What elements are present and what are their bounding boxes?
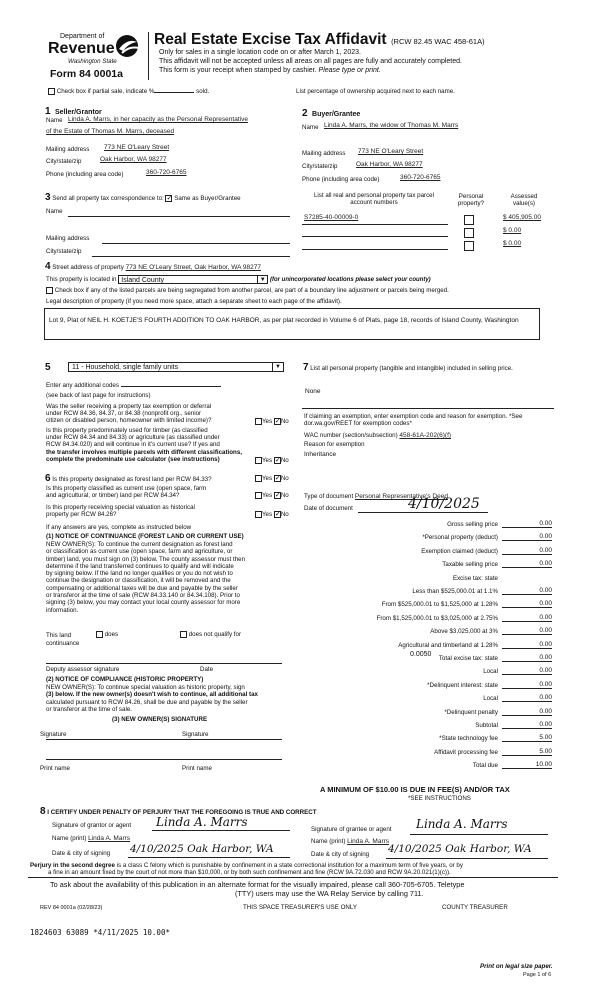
header-note-3: This form is your receipt when stamped by cashier. Please type or print.	[159, 67, 381, 74]
deputy-date-label: Date	[200, 666, 214, 673]
seller-city-label: City/state/zip	[46, 158, 82, 165]
tax-row-label: Affidavit processing fee	[434, 749, 498, 756]
section-7-divider	[302, 408, 554, 409]
legal-description-label: Legal description of property (if you need more space, attach a separate sheet to each page of the affidavit).	[46, 298, 342, 305]
does-option: does	[96, 631, 118, 638]
tax-row-value[interactable]: 0.00	[502, 694, 552, 702]
assessed-value[interactable]: $ 405,905.00	[503, 214, 541, 221]
reason-label: Reason for exemption	[304, 441, 365, 448]
correspondence-row: 3 Send all property tax correspondence to: ✓ Same as Buyer/Grantee	[45, 192, 241, 203]
tax-row-value[interactable]: 0.00	[502, 641, 552, 649]
land-use-select[interactable]: 11 - Household, single family units ▼	[68, 362, 284, 372]
section-5-number: 5	[45, 362, 51, 373]
availability-line-2: (TTY) users may use the WA Relay Service by calling 711.	[235, 889, 424, 898]
forest-yes-checkbox[interactable]	[255, 475, 262, 482]
page-number: Page 1 of 6	[523, 972, 552, 978]
owner-print-label-1: Print name	[40, 765, 70, 772]
corr-city-label: City/state/zip	[46, 248, 82, 255]
header-note-2: This affidavit will not be accepted unless all areas on all pages are fully and accurately completed.	[159, 58, 462, 65]
header-divider	[148, 32, 149, 80]
revenue-logo-text: Revenue	[48, 40, 115, 57]
county-treasurer-label: COUNTY TREASURER	[442, 904, 508, 911]
seller-mailing-label: Mailing address	[46, 146, 90, 153]
buyer-name-field[interactable]: Linda A. Marrs, the widow of Thomas M. Marrs	[324, 122, 459, 129]
footer-divider	[28, 877, 558, 878]
tax-row-label: From $525,000.01 to $1,525,000 at 1.28%	[381, 601, 498, 608]
grantee-date-field[interactable]: 4/10/2025 Oak Harbor, WA	[388, 843, 532, 855]
parcel-line[interactable]	[302, 249, 448, 250]
doc-type-field[interactable]: Personal Representative's Deed	[354, 493, 448, 500]
legal-description-field[interactable]: Lot 9, Plat of NEIL H. KOETJE'S FOURTH ADDITION TO OAK HARBOR, as per plat recorded in Volume 6 of Plats, page 18, records of Island County, Washington	[44, 308, 540, 340]
if-yes-note: If any answers are yes, complete as instructed below	[46, 524, 192, 531]
grantee-date-label: Date & city of signing	[311, 851, 370, 858]
forest-question: 6 Is this property designated as forest land per RCW 84.33?	[45, 473, 212, 484]
county-select[interactable]: Island County ▼	[118, 275, 268, 284]
seller-phone-field[interactable]: 360-720-6765	[146, 169, 187, 176]
ownership-note: List percentage of ownership acquired next to each name.	[296, 88, 455, 95]
historical-no-checkbox[interactable]: ✓	[274, 511, 281, 518]
availability-line-1: To ask about the availability of this publication in an alternate format for the visually impaired, please call 360-705-6705. Teletype	[50, 880, 465, 889]
tax-row-value[interactable]: 0.00	[502, 654, 552, 662]
street-address-row: 4 Street address of property 773 NE O'Leary Street, Oak Harbor, WA 98277	[45, 261, 261, 272]
historical-yes-no: Yes ✓No	[255, 511, 289, 518]
grantor-name-field[interactable]: Linda A. Marrs	[88, 835, 131, 842]
deputy-signature-label: Deputy assessor signature	[46, 666, 120, 673]
reason-field[interactable]: Inheritance	[304, 451, 337, 458]
segregate-checkbox[interactable]	[46, 287, 53, 294]
notice-2-title: (2) NOTICE OF COMPLIANCE (HISTORIC PROPERTY)	[46, 676, 204, 683]
perjury-line-1: Perjury in the second degree is a class C felony which is punishable by confinement in a state correctional institution for a maximum term of five years, or by	[30, 862, 463, 869]
historical-yes-checkbox[interactable]	[255, 511, 262, 518]
same-as-buyer-checkbox[interactable]: ✓	[166, 194, 173, 202]
personal-property-field[interactable]: None	[305, 388, 321, 395]
chevron-down-icon[interactable]: ▼	[272, 363, 283, 372]
buyer-city-field[interactable]: Oak Harbor, WA 98277	[356, 161, 423, 168]
grantor-date-line	[128, 857, 290, 858]
tax-row-label: Total excise tax: state	[438, 655, 498, 662]
chevron-down-icon[interactable]: ▼	[257, 276, 267, 284]
current-use-question: Is this property classified as current use (open space, farm and agricultural, or timber) land per RCW 84.34?	[46, 485, 207, 500]
grantor-date-label: Date & city of signing	[52, 850, 111, 857]
tax-row-value[interactable]: 5.00	[502, 734, 552, 742]
tax-row-label: *Delinquent penalty	[444, 709, 498, 716]
seller-city-field[interactable]: Oak Harbor, WA 98277	[100, 156, 167, 163]
tax-row-value[interactable]: 5.00	[502, 748, 552, 756]
grantor-date-field[interactable]: 4/10/2025 Oak Harbor, WA	[130, 843, 274, 855]
tax-row-value[interactable]: 0.00	[502, 560, 552, 568]
form-number: Form 84 0001a	[50, 68, 123, 80]
deputy-signature-line[interactable]	[46, 663, 282, 664]
exemption-no-checkbox[interactable]: ✓	[274, 418, 281, 425]
exemption-yes-no: Yes ✓No	[255, 418, 289, 425]
corr-name-label: Name	[46, 208, 63, 215]
perjury-line-2: a fine in an amount fixed by the court of not more than $10,000, or by both such confinement and fine (RCW 9A.72.030 and RCW 9A.20.021(1)(c)).	[48, 869, 451, 876]
parcel-number[interactable]: S7285-40-00009-0	[304, 214, 359, 221]
revision-label: REV 84 0001a (02/28/23)	[40, 905, 103, 911]
tax-row-value[interactable]: 0.00	[502, 533, 552, 541]
corr-mailing-label: Mailing address	[46, 235, 90, 242]
segregate-row: Check box if any of the listed parcels are being segregated from another parcel, are part of a boundary line adjustment or parcels being merged.	[46, 287, 449, 294]
owner-print-line[interactable]	[46, 759, 282, 760]
parcel-line	[302, 224, 448, 225]
assessed-header: Assessed value(s)	[510, 193, 538, 207]
notice-2-body: NEW OWNER(S): To continue special valuation as historic property, sign (3) below. If the new owner(s) doesn't wish to continue, all additional tax calculated pursuant to RCW 84.26, shall be due and payable by the seller or transferor at the time of sale.	[46, 684, 258, 713]
parcel-header: List all real and personal property tax parcel account numbers	[313, 192, 435, 206]
seller-name-line-2[interactable]: of the Estate of Thomas M. Marrs, deceased	[46, 128, 175, 135]
tax-row-label: *Personal property (deduct)	[422, 534, 498, 541]
owner-print-label-2: Print name	[182, 765, 212, 772]
does-not-checkbox[interactable]	[180, 631, 187, 638]
doc-date-label: Date of document	[304, 505, 353, 512]
current-use-yes-checkbox[interactable]	[255, 492, 262, 499]
tax-row-label: Exemption claimed (deduct)	[421, 548, 498, 555]
grantee-signature-label: Signature of grantee or agent	[311, 826, 392, 833]
continuance-label: continuance	[46, 640, 80, 647]
tax-row-label: Above $3,025,000 at 3%	[430, 628, 498, 635]
historical-question: Is this property receiving special valuation as historical property per RCW 84.26?	[46, 504, 195, 519]
form-title-row	[154, 31, 485, 49]
buyer-name-label: Name	[302, 124, 319, 131]
form-title: Real Estate Excise Tax Affidavit	[154, 31, 387, 48]
tax-row-value[interactable]: 0.00	[502, 547, 552, 555]
grantee-signature-line	[410, 834, 548, 835]
notice-1-title: (1) NOTICE OF CONTINUANCE (FOREST LAND OR CURRENT USE)	[46, 533, 244, 540]
grantor-name-row: Name (print) Linda A. Marrs	[52, 835, 131, 842]
timber-question: Is this property predominately used for timber (as classified under RCW 84.34 and 84.33) or agriculture (as classified under RCW 84.34.020) and will continue in it's current use? If yes and the transfer involves multiple parcels with different classifications, complete the predominate use calculator (see instructions)	[46, 427, 242, 463]
owner-signature-label-2: Signature	[182, 731, 209, 738]
this-land-label: This land	[46, 632, 72, 639]
tax-row-value[interactable]: 0.00	[502, 627, 552, 635]
tax-row-value[interactable]: 0.00	[502, 600, 552, 608]
tax-row-label: Agricultural and timberland at 1.28%	[398, 642, 498, 649]
seller-name-line-1[interactable]: Linda A. Marrs, in her capacity as the Personal Representative	[68, 116, 248, 123]
corr-mailing-line[interactable]	[102, 243, 290, 244]
current-use-no-checkbox[interactable]: ✓	[274, 492, 281, 499]
tax-row-label: From $1,525,000.01 to $3,025,000 at 2.75%	[376, 615, 498, 622]
buyer-heading: 2 Buyer/Grantee	[302, 108, 361, 119]
dept-of-label: Department of	[60, 33, 105, 40]
treasurer-use-label: THIS SPACE TREASURER'S USE ONLY	[243, 904, 357, 911]
see-instructions: *SEE INSTRUCTIONS	[408, 795, 471, 802]
tax-row-value[interactable]: 10.00	[502, 761, 552, 769]
wac-row: WAC number (section/subsection) 458-61A-202(6)(f)	[304, 432, 452, 439]
exemption-yes-checkbox[interactable]	[255, 418, 262, 425]
corr-name-line[interactable]	[68, 216, 290, 217]
tax-row-label: Subtotal	[475, 722, 498, 729]
timber-yes-checkbox[interactable]	[255, 457, 262, 464]
tax-row-value[interactable]: 0.00	[502, 708, 552, 716]
tax-row-value[interactable]: 0.00	[502, 667, 552, 675]
grantor-signature-line	[152, 830, 290, 831]
tax-row-label: Local	[483, 668, 498, 675]
county-row: This property is located in Island County ▼ (for unincorporated locations please select your county)	[46, 276, 431, 284]
tax-row-value[interactable]: 0.00	[502, 614, 552, 622]
additional-codes-label: Enter any additional codes	[46, 382, 221, 389]
seller-name-label: Name	[46, 117, 63, 124]
buyer-phone-field[interactable]: 360-720-6765	[400, 174, 441, 181]
wac-field[interactable]: 458-61A-202(6)(f)	[399, 432, 452, 439]
minimum-due-note: A MINIMUM OF $10.00 IS DUE IN FEE(S) AND/OR TAX	[320, 785, 510, 794]
state-label: Washington State	[68, 58, 117, 65]
doc-date-field[interactable]: 4/10/2025	[408, 496, 480, 512]
buyer-city-label: City/state/zip	[302, 163, 338, 170]
tax-row-label: Taxable selling price	[442, 561, 498, 568]
grantee-name-field[interactable]: Linda A. Marrs	[347, 838, 390, 845]
assessed-value[interactable]: $ 0.00	[503, 227, 522, 234]
tax-row-label: Local	[483, 695, 498, 702]
tax-row-label: Less than $525,000.01 at 1.1%	[412, 588, 498, 595]
tax-row-label: *State technology fee	[439, 735, 498, 742]
personal-header: Personal property?	[457, 193, 485, 207]
partial-sale-checkbox[interactable]	[48, 88, 55, 95]
parcel-line[interactable]	[302, 236, 448, 237]
grantee-date-line	[386, 858, 548, 859]
header-note-1: Only for sales in a single location code on or after March 1, 2023.	[159, 49, 361, 56]
seller-phone-label: Phone (including area code)	[46, 171, 124, 178]
personal-property-label: 7 List all personal property (tangible and intangible) included in selling price.	[303, 362, 513, 373]
buyer-phone-label: Phone (including area code)	[302, 176, 380, 183]
owner-signature-line[interactable]	[46, 739, 282, 740]
grantor-signature[interactable]: Linda A. Marrs	[156, 815, 248, 829]
revenue-logo-icon	[113, 34, 143, 58]
timber-no-checkbox[interactable]: ✓	[274, 457, 281, 464]
timber-yes-no: Yes ✓No	[255, 457, 289, 464]
codes-note: (see back of last page for instructions)	[46, 392, 151, 399]
forest-yes-no: Yes ✓No	[255, 475, 289, 482]
current-use-yes-no: Yes ✓No	[255, 492, 289, 499]
print-legal-note: Print on legal size paper.	[480, 963, 553, 970]
corr-city-line[interactable]	[92, 256, 290, 257]
personal-property-checkbox[interactable]	[464, 238, 474, 256]
notice-1-body: NEW OWNER(S): To continue the current designation as forest land or classification as current use (open space, farm and agriculture, or timber) land, you must sign on (3) below. The county assessor must then determine if the land transferred continues to qualify and will indicate by signing below. If the land no longer qualifies or you do not wish to continue the designation or classification, it will be removed and the compensating or additional taxes will be due and payable by the seller or transferor at the time of sale (RCW 84.33.140 or 84.34.108). Prior to signing (3) below, you may contact your local county assessor for more information.	[46, 541, 246, 614]
doc-type-row: Type of document Personal Representative's Deed	[304, 493, 448, 500]
tax-row-value[interactable]: 0.00	[502, 587, 552, 595]
forest-no-checkbox[interactable]: ✓	[274, 475, 281, 482]
partial-sale-row: Check box if partial sale, indicate % sold.	[48, 88, 209, 95]
assessed-value[interactable]: $ 0.00	[503, 240, 522, 247]
tax-row-label: Gross selling price	[447, 521, 498, 528]
street-address-field[interactable]: 773 NE O'Leary Street, Oak Harbor, WA 98277	[125, 264, 261, 271]
exemption-note: If claiming an exemption, enter exemption code and reason for exemption. *See dor.wa.gov/REET for exemption codes*	[304, 413, 523, 428]
tax-row-label: Total due	[472, 762, 498, 769]
doc-date-line	[358, 512, 488, 513]
grantee-name-row: Name (print) Linda A. Marrs	[311, 838, 390, 845]
grantee-signature[interactable]: Linda A. Marrs	[416, 817, 508, 831]
tax-row-value[interactable]: 0.00	[502, 520, 552, 528]
does-not-option: does not qualify for	[180, 631, 241, 638]
grantor-signature-label: Signature of grantor or agent	[52, 822, 132, 829]
local-rate: 0.0050	[410, 651, 432, 658]
buyer-mailing-field[interactable]: 773 NE O'Leary Street	[358, 148, 424, 155]
rcw-reference: (RCW 82.45 WAC 458-61A)	[391, 37, 485, 46]
tax-row-label: *Delinquent interest: state	[427, 682, 498, 689]
certify-row: 8 I CERTIFY UNDER PENALTY OF PERJURY THAT THE FOREGOING IS TRUE AND CORRECT	[40, 806, 317, 817]
owner-signature-label-1: Signature	[40, 731, 67, 738]
seller-mailing-field[interactable]: 773 NE O'Leary Street	[104, 144, 170, 151]
tax-row-label: Excise tax: state	[452, 575, 498, 582]
cashier-stamp: 1824603 63089 *4/11/2025 10.00*	[30, 928, 170, 937]
buyer-mailing-label: Mailing address	[302, 150, 346, 157]
tax-row-value[interactable]: 0.00	[502, 681, 552, 689]
seller-heading: 1 Seller/Grantor	[45, 106, 102, 117]
tax-row-value[interactable]: 0.00	[502, 721, 552, 729]
notice-3-title: (3) NEW OWNER(S) SIGNATURE	[112, 716, 208, 723]
does-checkbox[interactable]	[96, 631, 103, 638]
exemption-question: Was the seller receiving a property tax exemption or deferral under RCW 84.36, 84.37, or 84.38 (nonprofit org., senior citizen or disabled person, homeowner with limited income)?	[46, 403, 212, 425]
